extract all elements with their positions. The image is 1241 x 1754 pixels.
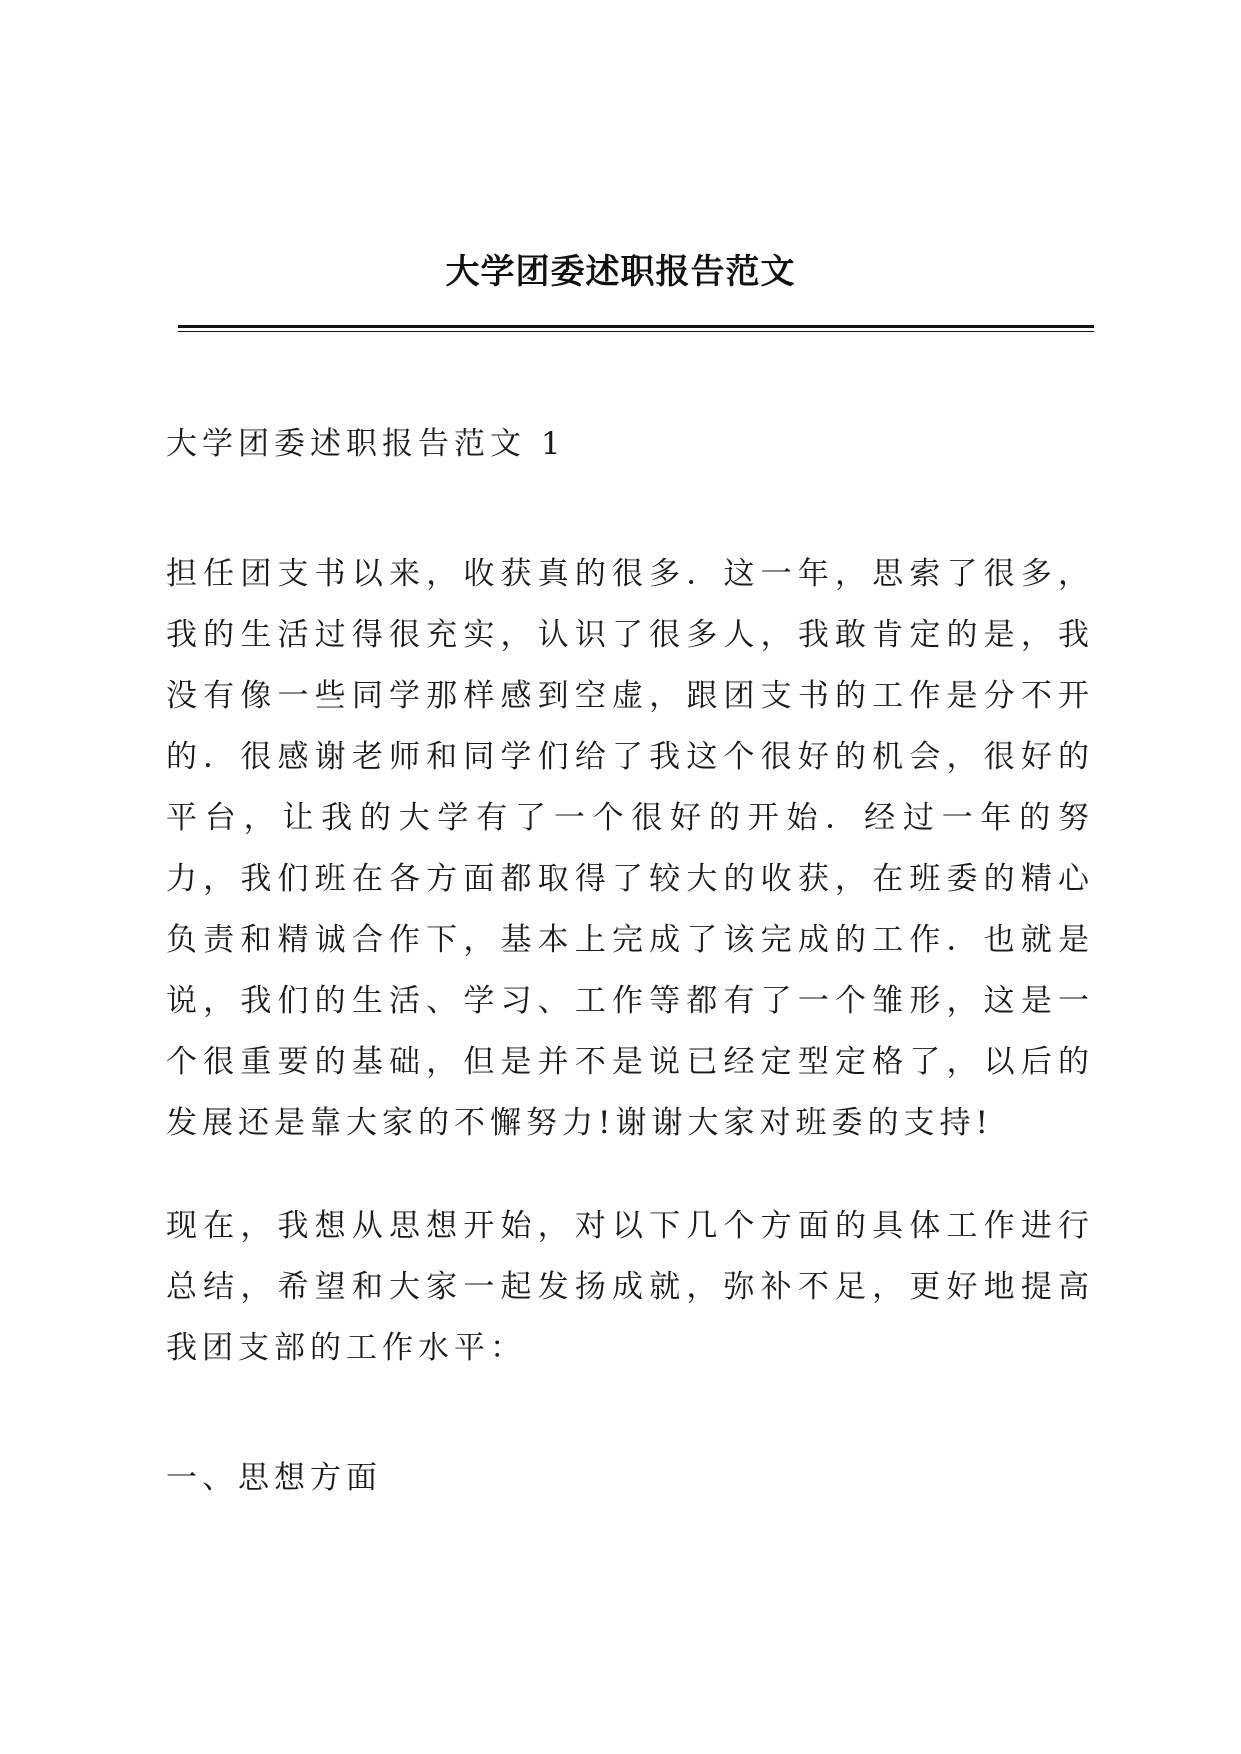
paragraph-summary: 现在，我想从思想开始，对以下几个方面的具体工作进行总结，希望和大家一起发扬成就，弥补不足，更好地提高我团支部的工作水平： (166, 1208, 1094, 1366)
title-divider-thick (178, 325, 1094, 328)
paragraph-intro: 担任团支书以来，收获真的很多．这一年，思索了很多，我的生活过得很充实，认识了很多人，我敢肯定的是，我没有像一些同学那样感到空虚，跟团支书的工作是分不开的．很感谢老师和同学们给了我这个很好的机会，很好的平台，让我的大学有了一个很好的开始．经过一年的努力，我们班在各方面都取得了较大的收获，在班委的精心负责和精诚合作下，基本上完成了该完成的工作．也就是说，我们的生活、学习、工作等都有了一个雏形，这是一个很重要的基础，但是并不是说已经定型定格了，以后的发展还是靠大家的不懈努力!谢谢大家对班委的支持! (166, 556, 1094, 1141)
article-subtitle: 大学团委述职报告范文 1 (166, 426, 566, 462)
section-heading-thought: 一、思想方面 (166, 1460, 382, 1496)
title-divider-thin (178, 331, 1094, 332)
document-title: 大学团委述职报告范文 (445, 252, 796, 292)
